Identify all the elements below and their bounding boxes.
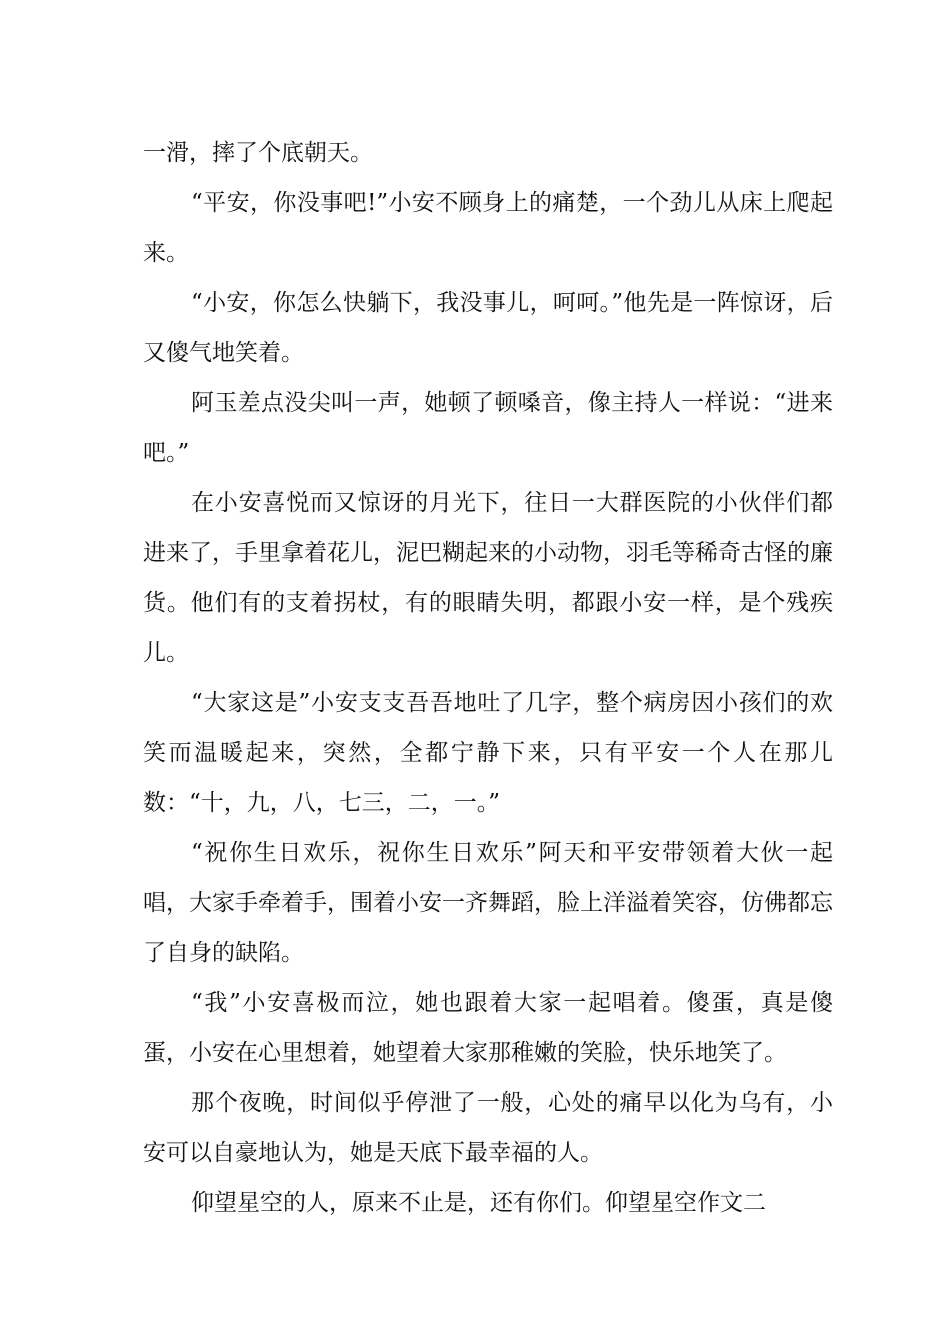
paragraph: 在小安喜悦而又惊讶的月光下，往日一大群医院的小伙伴们都进来了，手里拿着花儿，泥巴糊起来的小动物，羽毛等稀奇古怪的廉货。他们有的支着拐杖，有的眼睛失明，都跟小安一样，是个残疾儿。 — [143, 490, 833, 666]
paragraph: 一滑，摔了个底朝天。 — [143, 140, 373, 166]
paragraph: “我”小安喜极而泣，她也跟着大家一起唱着。傻蛋，真是傻蛋，小安在心里想着，她望着大家那稚嫩的笑脸，快乐地笑了。 — [143, 990, 833, 1066]
paragraph: 那个夜晚，时间似乎停泄了一般，心处的痛早以化为乌有，小安可以自豪地认为，她是天底下最幸福的人。 — [143, 1090, 833, 1166]
paragraph: 阿玉差点没尖叫一声，她顿了顿嗓音，像主持人一样说：“进来吧。” — [143, 390, 833, 466]
paragraph: 仰望星空的人，原来不止是，还有你们。仰望星空作文二 — [191, 1190, 766, 1216]
paragraph: “大家这是”小安支支吾吾地吐了几字，整个病房因小孩们的欢笑而温暖起来，突然，全都宁静下来，只有平安一个人在那儿数：“十，九，八，七三，二，一。” — [143, 690, 833, 816]
document-body — [143, 128, 833, 1228]
paragraph: “小安，你怎么快躺下，我没事儿，呵呵。”他先是一阵惊讶，后又傻气地笑着。 — [143, 290, 833, 366]
paragraph: “祝你生日欢乐，祝你生日欢乐”阿天和平安带领着大伙一起唱，大家手牵着手，围着小安一齐舞蹈，脸上洋溢着笑容，仿佛都忘了自身的缺陷。 — [143, 840, 833, 966]
paragraph: “平安，你没事吧!”小安不顾身上的痛楚，一个劲儿从床上爬起来。 — [143, 190, 833, 266]
